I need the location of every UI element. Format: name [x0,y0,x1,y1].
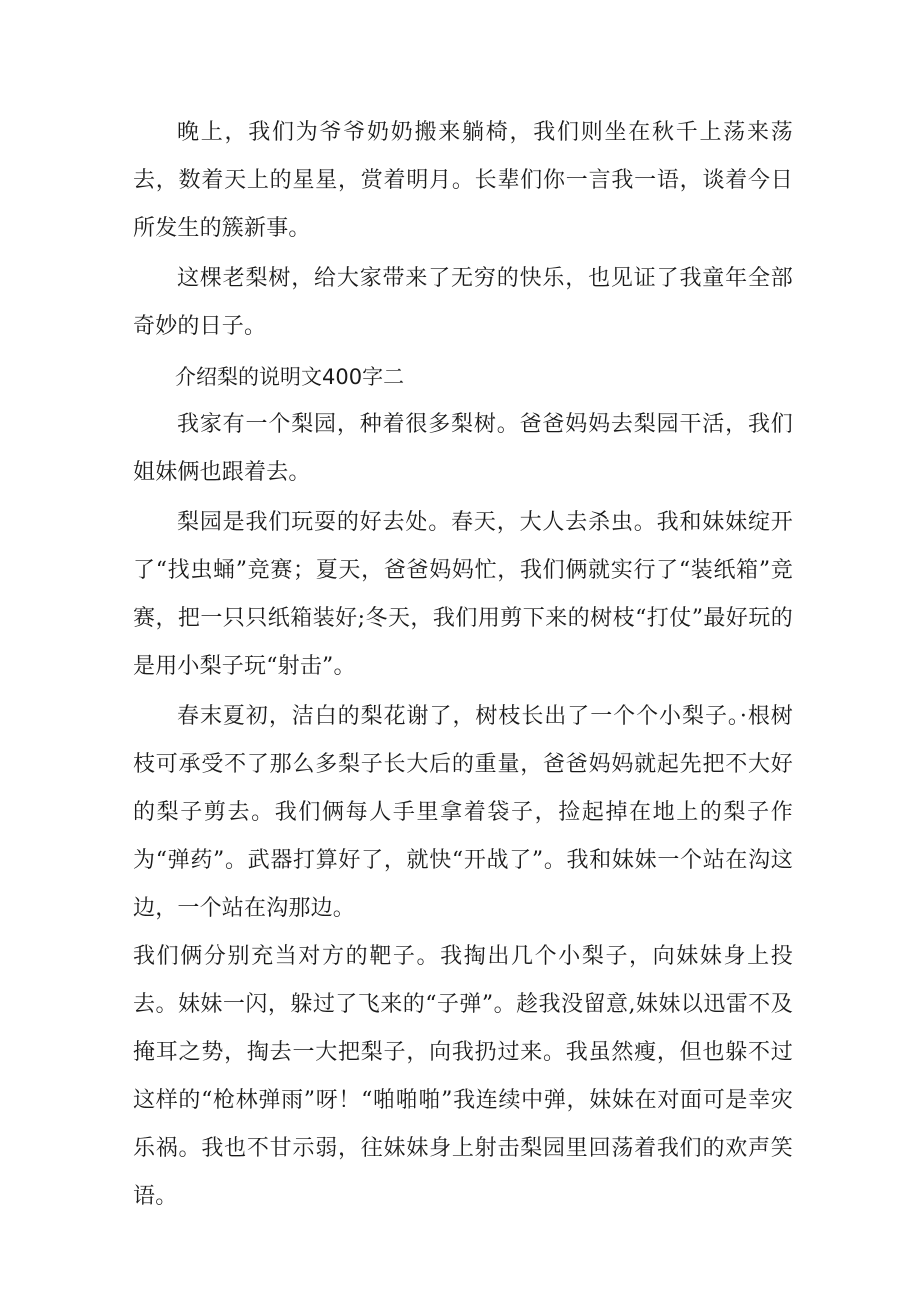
paragraph-old-pear-tree: 这棵老梨树，给大家带来了无穷的快乐，也见证了我童年全部奇妙的日子。 [133,266,793,339]
paragraph-pear-fight: 我们俩分别充当对方的靶子。我掏出几个小梨子，向妹妹身上投去。妹妹一闪，躲过了飞来的“子弹”。趁我没留意,妹妹以迅雷不及掩耳之势，掏去一大把梨子，向我扔过来。我虽然瘦，但也躲不过这样的“枪林弹雨”呀！“啪啪啪”我连续中弹，妹妹在对面可是幸灾乐祸。我也不甘示弱，往妹妹身上射击梨园里回荡着我们的欢声笑语。 [133,944,793,1209]
paragraph-orchard-games: 梨园是我们玩耍的好去处。春天，大人去杀虫。我和妹妹绽开了“找虫蛹”竞赛；夏天，爸爸妈妈忙，我们俩就实行了“装纸箱”竞赛，把一只只纸箱装好;冬天，我们用剪下来的树枝“打仗”最好玩的是用小梨子玩“射击”。 [133,510,793,679]
section-heading: 介绍梨的说明文400字二 [175,365,405,389]
paragraph-evening: 晚上，我们为爷爷奶奶搬来躺椅，我们则坐在秋千上荡来荡去，数着天上的星星，赏着明月。长辈们你一言我一语，谈着今日所发生的簇新事。 [133,120,793,241]
paragraph-pear-orchard: 我家有一个梨园，种着很多梨树。爸爸妈妈去梨园干活，我们姐妹俩也跟着去。 [133,412,793,485]
paragraph-spring-pears: 春末夏初，洁白的梨花谢了，树枝长出了一个个小梨子。·根树枝可承受不了那么多梨子长大后的重量，爸爸妈妈就起先把不大好的梨子剪去。我们俩每人手里拿着袋子，捡起掉在地上的梨子作为“弹药”。武器打算好了，就快“开战了”。我和妹妹一个站在沟这边，一个站在沟那边。 [133,704,793,921]
document-body [133,109,793,1221]
